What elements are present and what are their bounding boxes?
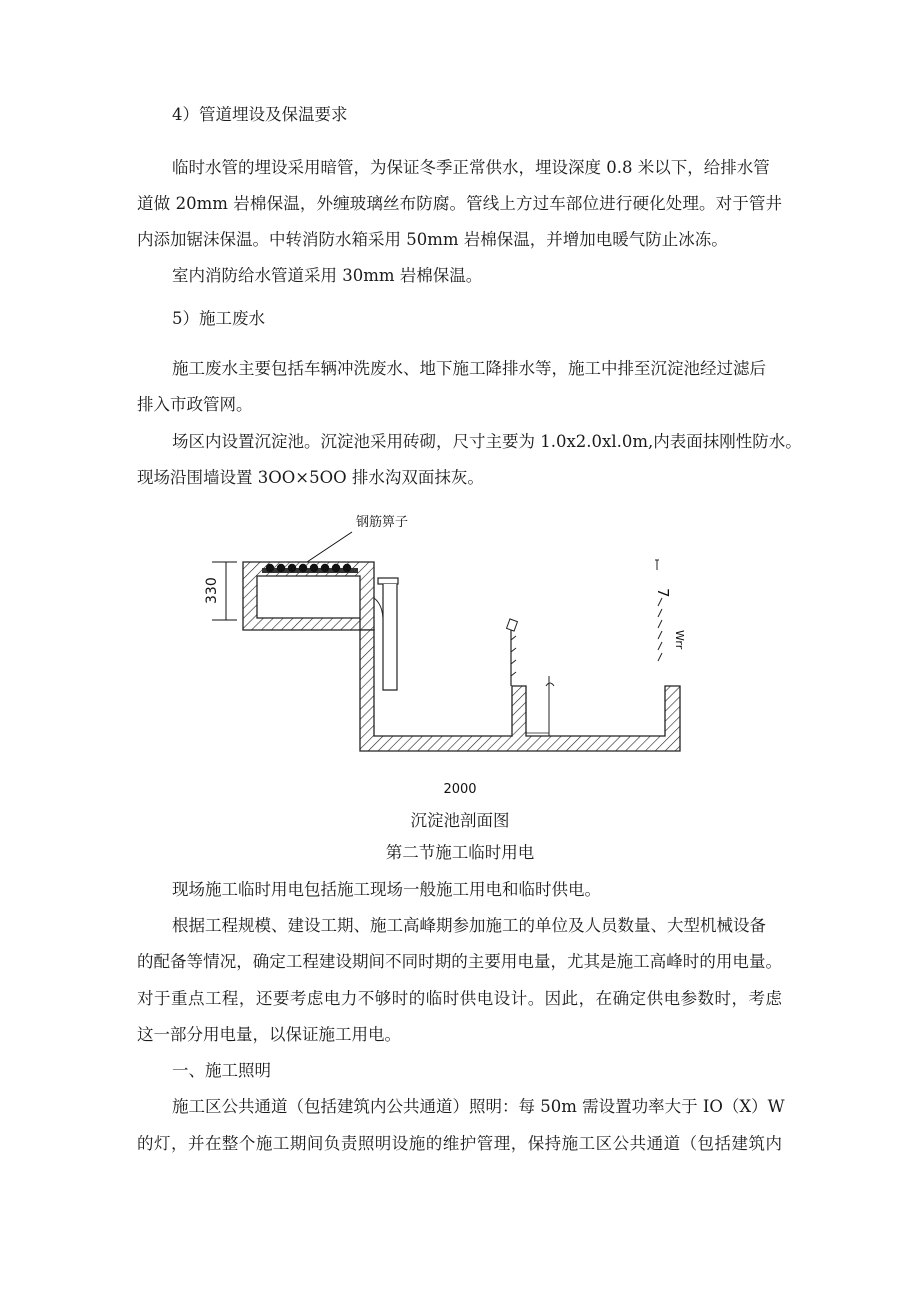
section-title: 第二节施工临时用电 (385, 843, 535, 862)
section-4-paragraph-line: 临时水管的埋设采用暗管，为保证冬季正常供水，埋设深度 0.8 米以下，给排水管 (172, 158, 770, 177)
lighting-heading: 一、施工照明 (172, 1061, 271, 1080)
section-5-paragraph-line: 场区内设置沉淀池。沉淀池采用砖砌，尺寸主要为 1.0x2.0xl.0m,内表面抹刚性防水。 (172, 432, 802, 451)
dim-2000-label: 2000 (443, 782, 477, 797)
right-hatch-marks (658, 598, 662, 661)
pipe-connection (374, 598, 383, 618)
power-paragraph-line: 对于重点工程，还要考虑电力不够时的临时供电设计。因此，在确定供电参数时，考虑 (137, 989, 782, 1008)
dim-330-label: 330 (204, 577, 220, 604)
section-5-paragraph-line: 现场沿围墙设置 3OO×5OO 排水沟双面抹灰。 (137, 468, 484, 487)
section-4-heading: 4）管道埋设及保温要求 (172, 105, 348, 124)
section-5-heading: 5）施工废水 (172, 309, 265, 328)
power-paragraph-line: 这一部分用电量，以保证施工用电。 (137, 1025, 401, 1044)
section-4-paragraph-line: 道做 20mm 岩棉保温，外缠玻璃丝布防腐。管线上方过车部位进行硬化处理。对于管井 (137, 194, 782, 213)
figure-caption: 沉淀池剖面图 (410, 811, 510, 830)
power-paragraph-1: 现场施工临时用电包括施工现场一般施工用电和临时供电。 (172, 880, 601, 899)
right-mark-wrr: Wrr (673, 630, 686, 650)
section-5-paragraph-line: 排入市政管网。 (137, 395, 253, 414)
depth-marker-hook (546, 683, 554, 686)
right-mark-7: 7 (654, 588, 672, 598)
weir-plate (507, 619, 518, 631)
power-paragraph-line: 的配备等情况，确定工程建设期间不同时期的主要用电量，尤其是施工高峰时的用电量。 (137, 952, 782, 971)
lighting-paragraph-line: 的灯，并在整个施工期间负责照明设施的维护管理，保持施工区公共通道（包括建筑内 (137, 1134, 782, 1153)
section-4-paragraph-line: 内添加锯沫保温。中转消防水箱采用 50mm 岩棉保温，并增加电暖气防止冰冻。 (137, 230, 728, 249)
partition-hatch-marks (511, 636, 516, 676)
sedimentation-tank-section-figure (0, 500, 920, 800)
settling-tank-wall (360, 630, 680, 751)
inlet-pipe (383, 584, 397, 690)
section-4-paragraph-2: 室内消防给水管道采用 30mm 岩棉保温。 (172, 266, 483, 285)
grate-label: 钢筋箅子 (356, 515, 409, 530)
lighting-paragraph-line: 施工区公共通道（包括建筑内公共通道）照明：每 50m 需设置功率大于 IO（X）W (172, 1097, 785, 1116)
inlet-pipe-cap (378, 578, 398, 584)
section-5-paragraph-line: 施工废水主要包括车辆冲洗废水、地下施工降排水等，施工中排至沉淀池经过滤后 (172, 359, 766, 378)
power-paragraph-line: 根据工程规模、建设工期、施工高峰期参加施工的单位及人员数量、大型机械设备 (172, 916, 766, 935)
